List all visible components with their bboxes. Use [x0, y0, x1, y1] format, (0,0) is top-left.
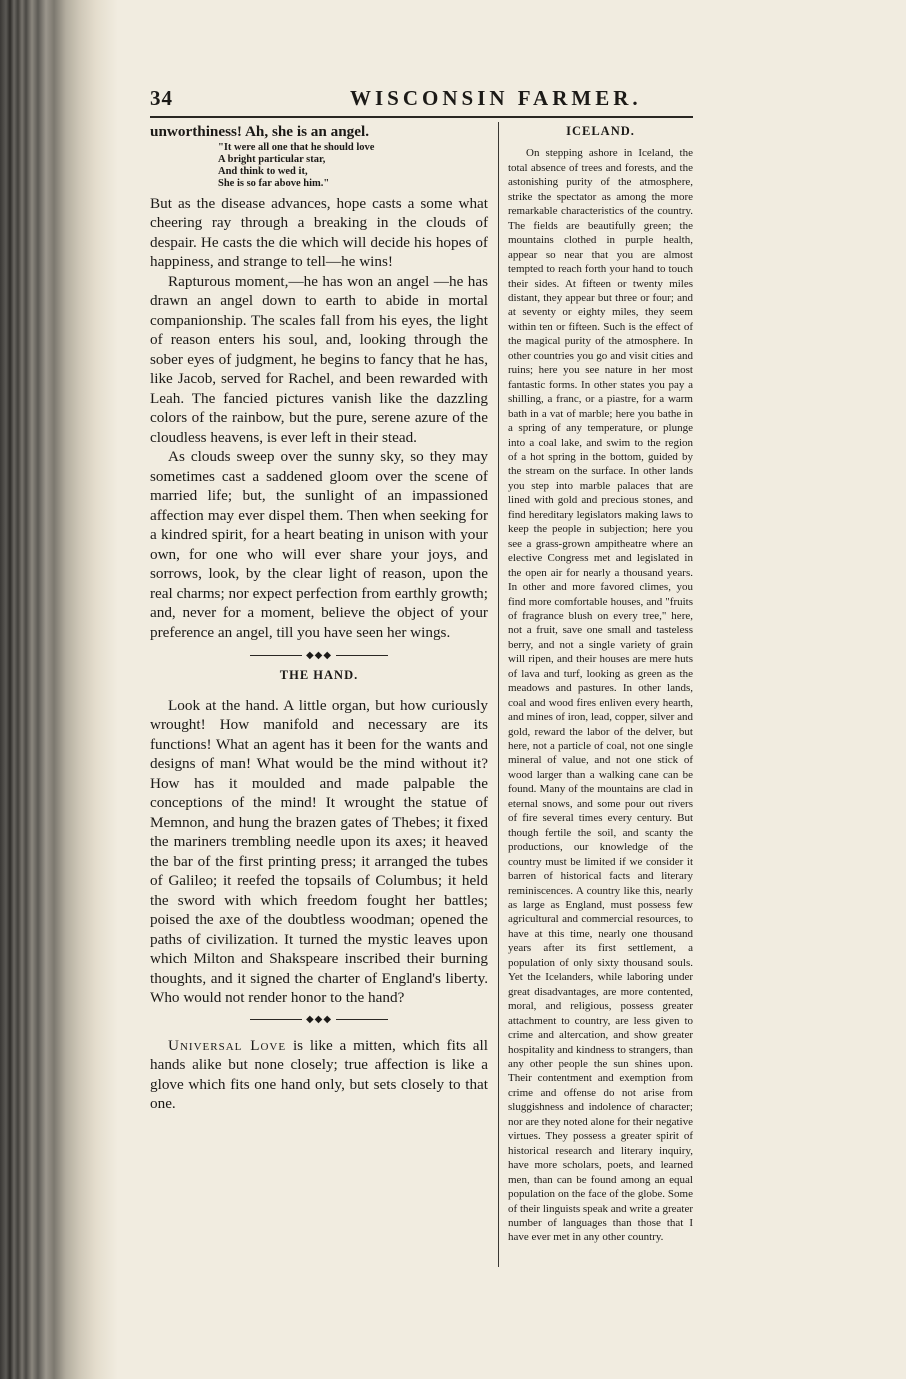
book-binding-edge — [0, 0, 118, 1379]
poem-line: And think to wed it, — [218, 165, 308, 177]
paragraph: As clouds sweep over the sunny sky, so they may sometimes cast a saddened gloom over the scene of married life; but, the sunlight of an impassioned affection may ever dispel them. Then when seeking for a kindred spirit, for a heart beating in unison with your own, for one who will ever share your joys, and sorrows, look, by the clear light of reason, upon the real charms; nor expect perfection from earthly growth; and, never for a moment, believe the object of your preference an angel, till you have seen her wings. — [150, 448, 488, 641]
column-divider — [498, 122, 499, 1267]
universal-love-paragraph — [150, 1036, 488, 1114]
section-ornament: ◆◆◆ — [150, 650, 488, 662]
iceland-paragraph: On stepping ashore in Iceland, the total absence of trees and forests, and the astonishing purity of the atmosphere, strike the spectator as among the more remarkable characteristics of the country. The fields are beautifully green; the mountains clothed in purple health, appear so near that you are almost tempted to reach forth your hand to touch their sides. At fifteen or twenty miles distant, they appear but three or four; and at seventy or eighty miles, they seem within ten or fifteen. Such is the effect of the magical purity of the atmosphere. In other countries you go and visit cities and ruins; here you see nature in her most fantastic forms. In other states you pay a shilling, a franc, or a piastre, for a warm bath in a vat of marble; here you bathe in a spring of any temperature, or plunge into a coal lake, and swim to the region of a hot spring in the bottom, guided by the stream on the surface. In other lands you step into marble palaces that are lined with gold and precious stones, and find hereditary legislators making laws to keep the people in subjection; here you see a grass-grown ampitheatre where an elective Congress met and legislated in the open air for nearly a thousand years. In other and more favored climes, you find more comfortable houses, and "fruits of fragrance blush on every tree," here, not a fruit, save one small and tasteless berry, and not a single variety of grain will ripen, and their houses are mere huts of lava and turf, looking as green as the meadows and pastures. In other lands, coal and wood fires enliven every hearth, and mines of iron, lead, copper, silver and gold, reward the labor of the delver, but here, not a particle of coal, not one single mineral of value, and not one stick of wood larger than a walking cane can be found. Many of the mountains are clad in eternal snows, and some pour out rivers of fire several times every century. But though fertile the soil, and scanty the productions, our knowledge of the country must be limited if we consider it barren of historical facts and literary reminiscences. A country like this, nearly as large as England, must possess few agricultural and commercial resources, to have at this time, nearly one thousand years after its first settlement, a population of only sixty thousand souls. Yet the Icelanders, while laboring under great disadvantages, are more contented, moral, and religious, possess greater attachment to country, are less given to crime and altercation, and show greater hospitality and kindness to strangers, than any other people the sun shines upon. Their contentment and exemption from crime and offense do not arise from sluggishness and indolence of character; nor are they noted alone for their negative virtues. They possess a greater spirit of historical research and literary inquiry, have more scholars, poets, and learned men, than can be found among an equal population on the face of the globe. Some of their linguists speak and write a greater number of languages than those that I have ever met in any other country. — [508, 147, 693, 1244]
section-ornament: ◆◆◆ — [150, 1014, 488, 1026]
hand-paragraph: Look at the hand. A little organ, but how curiously wrought! How manifold and necessary are its functions! What an agent has it been for the wants and designs of man! What would be the mind without it? How has it moulded and made palpable the conceptions of the mind! It wrought the statue of Memnon, and hung the brazen gates of Thebes; it fixed the mariners trembling needle upon its axes; it heaved the bar of the first printing press; it arranged the tubes of Galileo; it reefed the topsails of Columbus; it held the sword with which freedom fought her battles; poised the axe of the doubtless woodman; opened the paths of civilization. It turned the mystic leaves upon which Milton and Shakspeare inscribed their burning thoughts, and it signed the charter of England's liberty. Who would not render honor to the hand? — [150, 696, 488, 1006]
universal-love-text: is like a mitten, which fits all hands alike but none closely; true affection is like a glove which fits one hand only, but sets closely to that one. — [150, 1036, 488, 1112]
poem-quote — [218, 142, 488, 190]
paragraph: Rapturous moment,—he has won an angel —he has drawn an angel down to earth to abide in mortal companionship. The scales fall from his eyes, the light of reason enters his soul, and, looking through the sober eyes of judgment, he begins to fancy that he has, like Jacob, served for Rachel, and been rewarded with Leah. The fancied pictures vanish like the dazzling colors of the rainbow, but the pure, serene azure of the cloudless heavens, is ever left in their stead. — [150, 272, 488, 446]
left-column — [150, 122, 488, 1114]
journal-title: WISCONSIN FARMER. — [350, 86, 642, 110]
iceland-heading: ICELAND. — [566, 124, 635, 138]
page-header — [150, 86, 695, 114]
opening-line: unworthiness! Ah, she is an angel. — [150, 123, 370, 140]
hand-heading: THE HAND. — [279, 668, 359, 682]
poem-line: A bright particular star, — [218, 153, 326, 165]
right-column — [508, 122, 693, 1245]
poem-line: She is so far above him." — [218, 177, 330, 189]
paragraph: But as the disease advances, hope casts a some what cheering ray through a breaking in the clouds of despair. He casts the die which will decide his hopes of happiness, and strange to tell—he wins! — [150, 194, 488, 270]
header-rule — [150, 116, 693, 118]
universal-love-lead: Universal Love — [168, 1036, 287, 1054]
poem-line: "It were all one that he should love — [218, 141, 375, 153]
page-number: 34 — [150, 86, 173, 110]
